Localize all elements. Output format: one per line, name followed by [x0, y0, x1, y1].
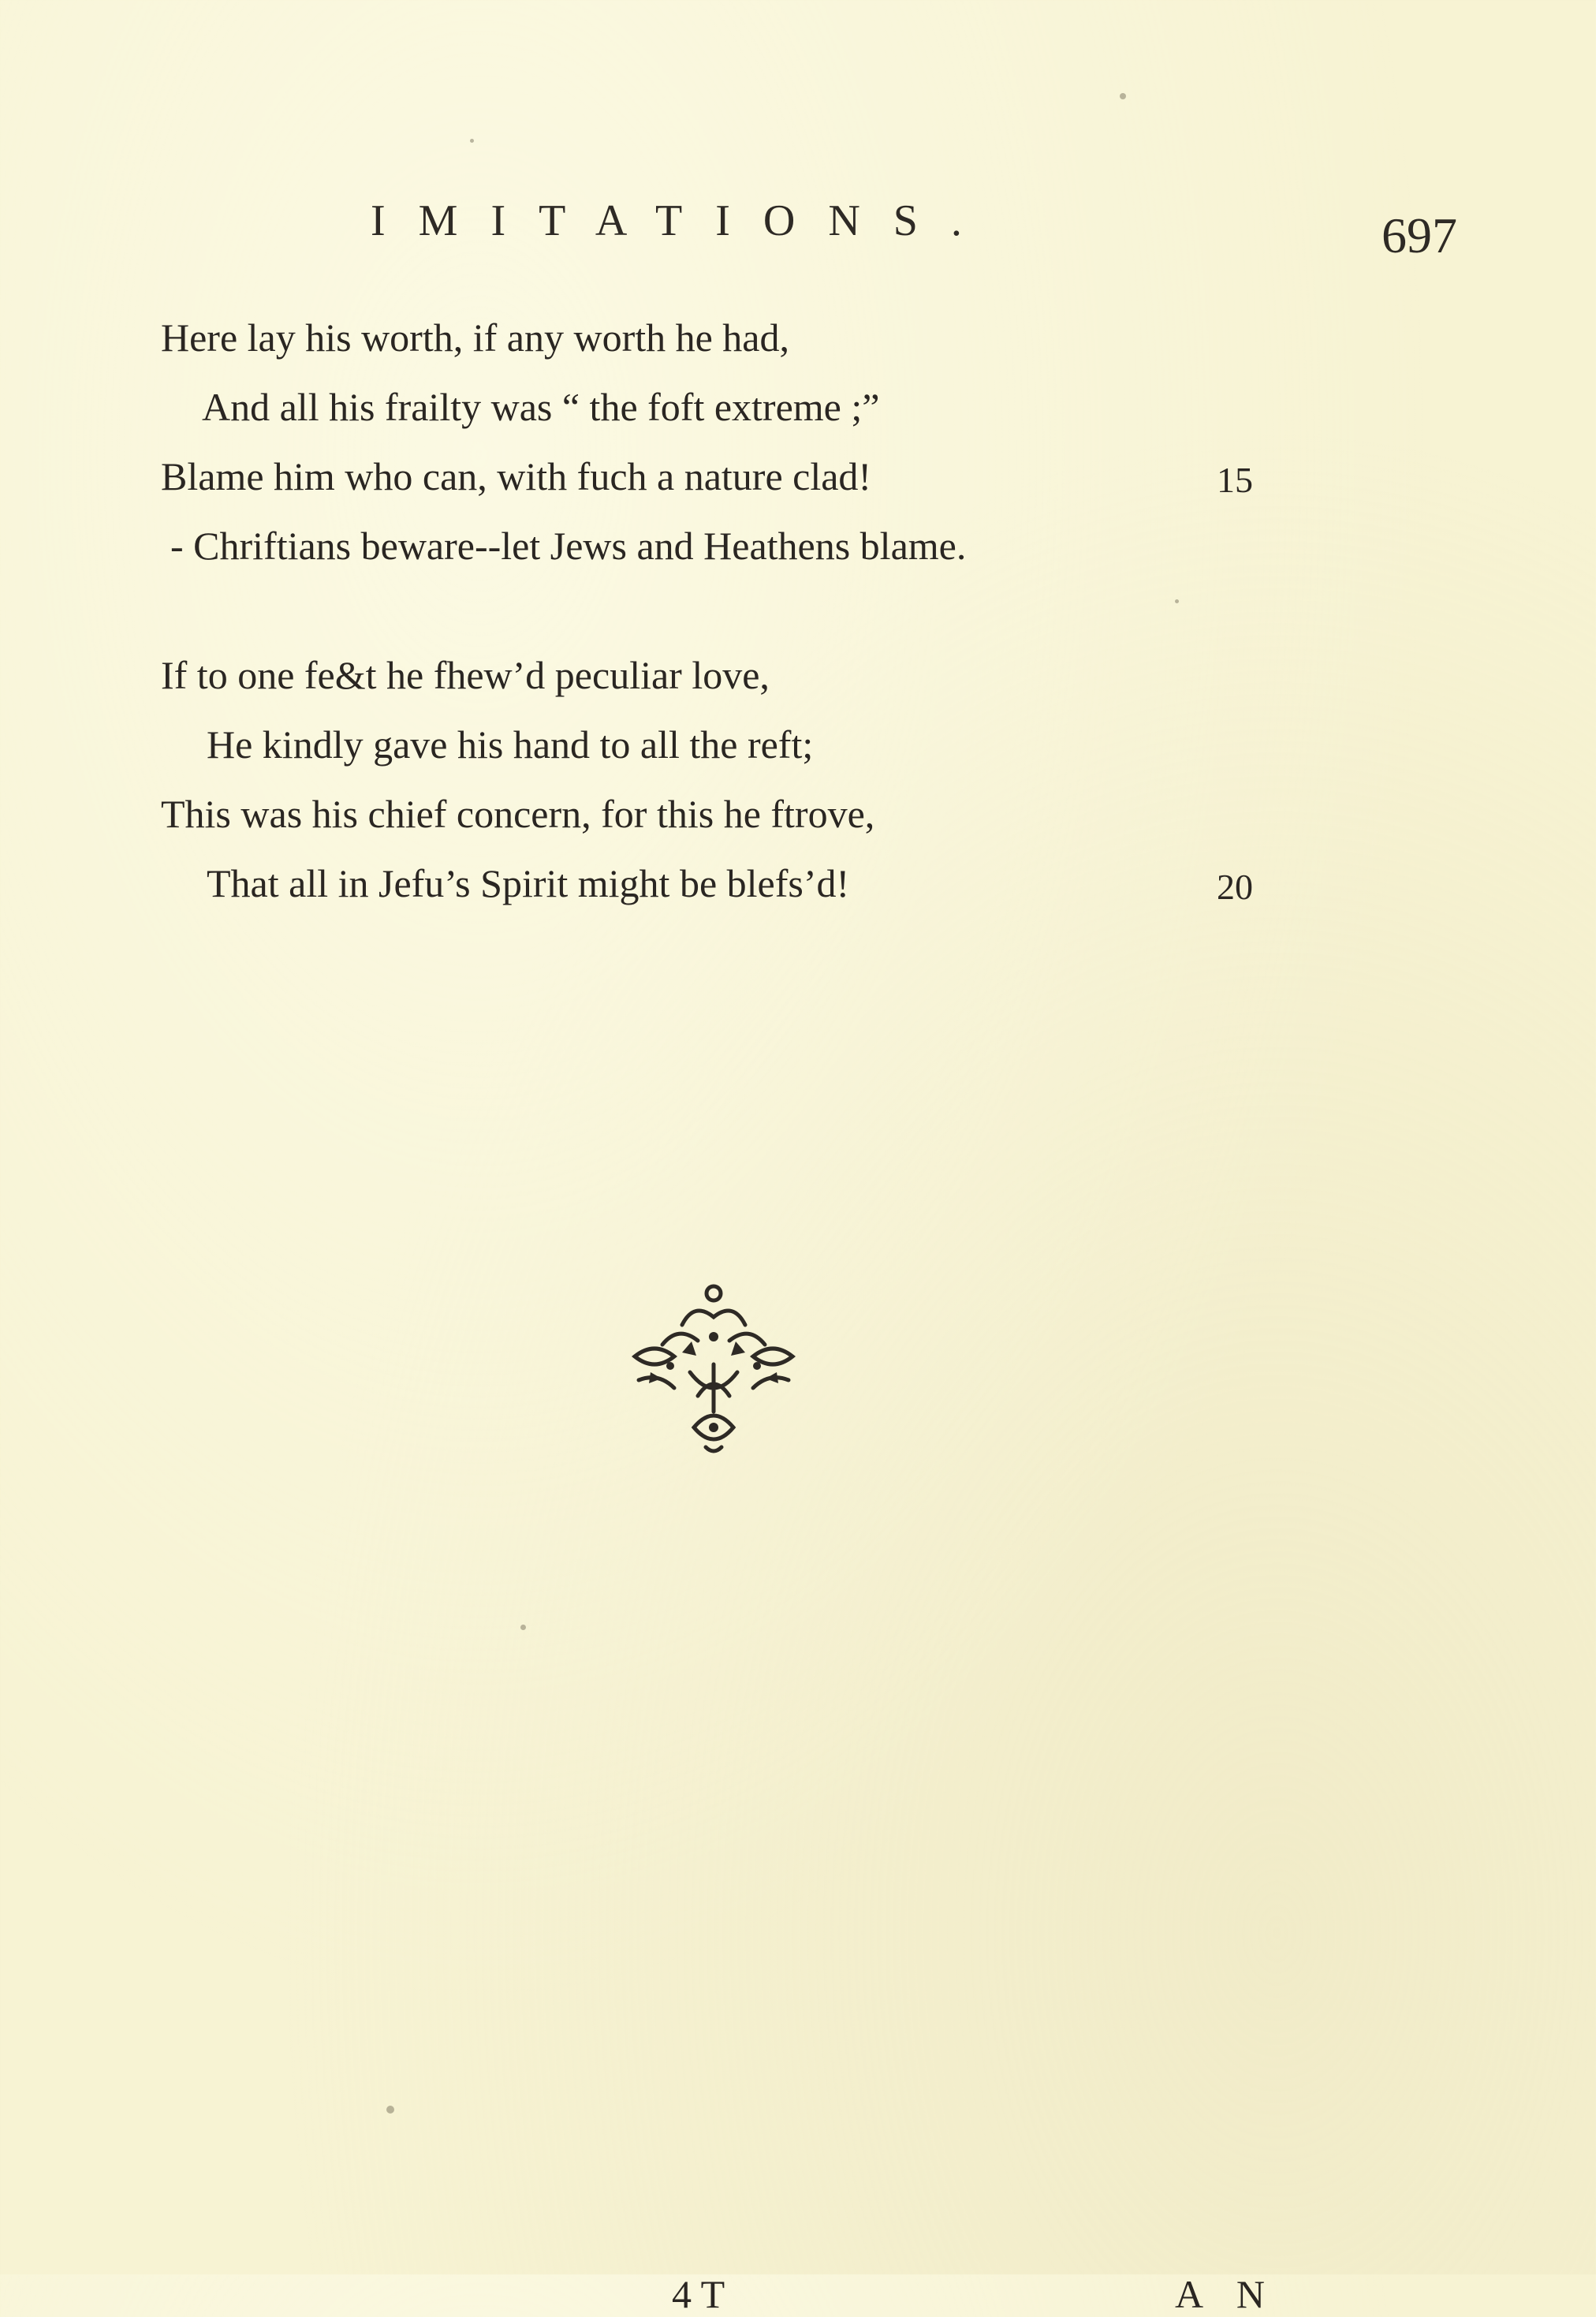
- paper-speck: [386, 2106, 394, 2114]
- running-title: IMITATIONS.: [371, 196, 995, 245]
- line-number: 20: [1217, 867, 1253, 907]
- floral-tailpiece-icon: [595, 1278, 832, 1467]
- verse-line: That all in Jefu’s Spirit might be blefs’d!: [207, 861, 850, 905]
- paper-speck: [470, 139, 474, 143]
- verse-line: - Chriftians beware--let Jews and Heathens blame.: [170, 524, 967, 568]
- paper-speck: [1175, 599, 1179, 603]
- paper-speck: [1120, 93, 1126, 99]
- verse-line: Blame him who can, with fuch a nature clad!: [161, 454, 872, 498]
- verse-line: He kindly gave his hand to all the reft;: [207, 722, 814, 767]
- signature-mark: 4 T: [672, 2272, 725, 2316]
- verse-line: If to one fe&t he fhew’d peculiar love,: [161, 653, 770, 697]
- verse-line: Here lay his worth, if any worth he had,: [161, 315, 789, 360]
- paper-speck: [520, 1625, 526, 1630]
- line-number: 15: [1217, 460, 1253, 500]
- verse-line: And all his frailty was “ the foft extreme ;”: [202, 385, 880, 429]
- page-number: 697: [1382, 207, 1457, 263]
- verse-line: This was his chief concern, for this he ftrove,: [161, 792, 875, 836]
- catchword: A N: [1175, 2272, 1277, 2316]
